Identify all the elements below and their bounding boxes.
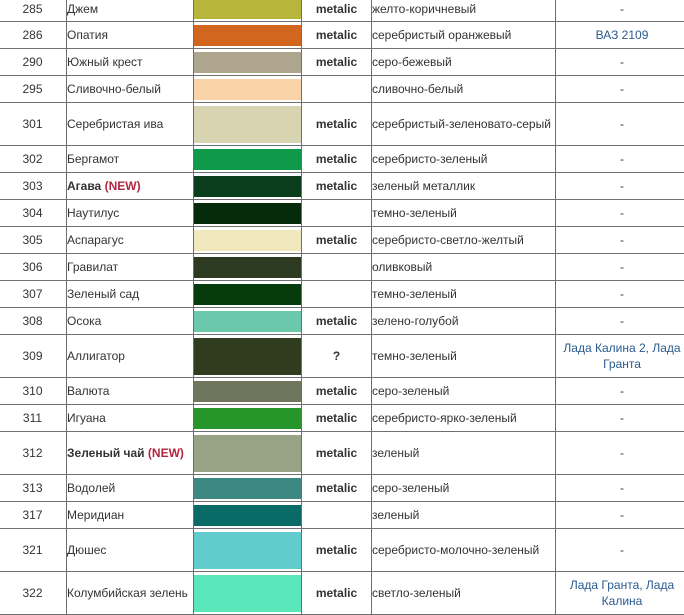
finish-type: ?	[302, 335, 372, 378]
swatch-cell	[194, 200, 302, 227]
finish-type: metalic	[302, 227, 372, 254]
table-row	[0, 432, 684, 475]
color-name-cell	[67, 572, 194, 615]
swatch-cell	[194, 405, 302, 432]
color-swatch	[194, 478, 301, 499]
color-name-cell	[67, 146, 194, 173]
color-name-cell	[67, 378, 194, 405]
color-swatch	[194, 230, 301, 251]
color-swatch	[194, 257, 301, 278]
color-code: 307	[0, 281, 67, 308]
color-name: Аллигатор	[67, 349, 125, 363]
color-name-cell	[67, 335, 194, 378]
color-code: 286	[0, 22, 67, 49]
color-code: 290	[0, 49, 67, 76]
swatch-cell	[194, 254, 302, 281]
color-name: Меридиан	[67, 508, 124, 522]
table-row	[0, 475, 684, 502]
color-code: 301	[0, 103, 67, 146]
table-row	[0, 22, 684, 49]
table-row	[0, 502, 684, 529]
color-name-cell	[67, 173, 194, 200]
color-name: Серебристая ива	[67, 117, 163, 131]
color-description: серебристый оранжевый	[372, 22, 556, 49]
color-name-cell	[67, 76, 194, 103]
color-code: 285	[0, 0, 67, 22]
finish-type: metalic	[302, 432, 372, 475]
color-swatch	[194, 505, 301, 526]
color-name: Аспарагус	[67, 233, 124, 247]
color-code: 313	[0, 475, 67, 502]
color-swatch	[194, 79, 301, 100]
table-row	[0, 529, 684, 572]
car-models: -	[556, 281, 684, 308]
table-row	[0, 572, 684, 615]
color-name-cell	[67, 281, 194, 308]
car-models: -	[556, 529, 684, 572]
color-description: серебристый-зеленовато-серый	[372, 103, 556, 146]
car-models: -	[556, 200, 684, 227]
color-name: Зеленый сад	[67, 287, 139, 301]
swatch-cell	[194, 308, 302, 335]
color-description: зеленый	[372, 432, 556, 475]
color-name-cell	[67, 308, 194, 335]
car-models[interactable]: Лада Калина 2, Лада Гранта	[556, 335, 684, 378]
swatch-cell	[194, 49, 302, 76]
finish-type: metalic	[302, 173, 372, 200]
color-name-cell	[67, 405, 194, 432]
color-swatch	[194, 176, 301, 197]
swatch-cell	[194, 146, 302, 173]
car-models[interactable]: Лада Гранта, Лада Калина	[556, 572, 684, 615]
table-row	[0, 308, 684, 335]
car-models: -	[556, 146, 684, 173]
swatch-cell	[194, 502, 302, 529]
table-row	[0, 0, 684, 22]
color-description: серо-бежевый	[372, 49, 556, 76]
color-swatch	[194, 0, 301, 19]
color-swatch	[194, 532, 301, 569]
finish-type	[302, 502, 372, 529]
color-swatch	[194, 203, 301, 224]
color-code: 308	[0, 308, 67, 335]
color-name: Бергамот	[67, 152, 119, 166]
finish-type: metalic	[302, 475, 372, 502]
car-models: -	[556, 227, 684, 254]
color-name-cell	[67, 49, 194, 76]
color-name: Игуана	[67, 411, 106, 425]
color-description: темно-зеленый	[372, 335, 556, 378]
color-code: 295	[0, 76, 67, 103]
color-name: Агава	[67, 179, 101, 193]
color-swatch	[194, 284, 301, 305]
color-description: желто-коричневый	[372, 0, 556, 22]
color-description: серо-зеленый	[372, 475, 556, 502]
color-code: 311	[0, 405, 67, 432]
color-description: темно-зеленый	[372, 200, 556, 227]
color-description: серебристо-ярко-зеленый	[372, 405, 556, 432]
table-row	[0, 281, 684, 308]
finish-type: metalic	[302, 405, 372, 432]
table-row	[0, 405, 684, 432]
color-code: 302	[0, 146, 67, 173]
swatch-cell	[194, 572, 302, 615]
color-name: Валюта	[67, 384, 109, 398]
color-swatch	[194, 25, 301, 46]
color-name: Водолей	[67, 481, 115, 495]
table-row	[0, 146, 684, 173]
color-name: Сливочно-белый	[67, 82, 161, 96]
new-badge: (NEW)	[148, 446, 184, 460]
car-models: -	[556, 103, 684, 146]
color-name-cell	[67, 475, 194, 502]
color-swatch	[194, 575, 301, 612]
swatch-cell	[194, 475, 302, 502]
finish-type: metalic	[302, 22, 372, 49]
color-description: темно-зеленый	[372, 281, 556, 308]
table-row	[0, 49, 684, 76]
color-description: зеленый металлик	[372, 173, 556, 200]
color-swatch	[194, 381, 301, 402]
car-models: -	[556, 475, 684, 502]
table-row	[0, 200, 684, 227]
car-models: -	[556, 405, 684, 432]
color-code: 317	[0, 502, 67, 529]
table-row	[0, 254, 684, 281]
car-models[interactable]: ВАЗ 2109	[556, 22, 684, 49]
color-description: серебристо-молочно-зеленый	[372, 529, 556, 572]
color-swatch	[194, 435, 301, 472]
color-code: 305	[0, 227, 67, 254]
car-models: -	[556, 49, 684, 76]
car-models: -	[556, 254, 684, 281]
color-swatch	[194, 338, 301, 375]
swatch-cell	[194, 227, 302, 254]
car-models: -	[556, 502, 684, 529]
swatch-cell	[194, 173, 302, 200]
color-swatch	[194, 408, 301, 429]
color-name-cell	[67, 227, 194, 254]
car-models: -	[556, 76, 684, 103]
color-name-cell	[67, 529, 194, 572]
color-code: 304	[0, 200, 67, 227]
swatch-cell	[194, 76, 302, 103]
finish-type	[302, 254, 372, 281]
finish-type: metalic	[302, 529, 372, 572]
swatch-cell	[194, 103, 302, 146]
color-description: зеленый	[372, 502, 556, 529]
color-code: 306	[0, 254, 67, 281]
color-swatch	[194, 106, 301, 143]
finish-type: metalic	[302, 308, 372, 335]
color-description: серо-зеленый	[372, 378, 556, 405]
color-swatch	[194, 52, 301, 73]
color-description: сливочно-белый	[372, 76, 556, 103]
color-description: зелено-голубой	[372, 308, 556, 335]
car-models: -	[556, 432, 684, 475]
color-name: Наутилус	[67, 206, 119, 220]
swatch-cell	[194, 529, 302, 572]
color-description: серебристо-светло-желтый	[372, 227, 556, 254]
color-description: серебристо-зеленый	[372, 146, 556, 173]
table-row	[0, 378, 684, 405]
color-name: Джем	[67, 2, 98, 16]
color-name: Зеленый чай	[67, 446, 145, 460]
color-name-cell	[67, 200, 194, 227]
car-models: -	[556, 378, 684, 405]
color-code: 310	[0, 378, 67, 405]
car-models: -	[556, 308, 684, 335]
color-swatch	[194, 149, 301, 170]
table-row	[0, 227, 684, 254]
color-code: 312	[0, 432, 67, 475]
finish-type: metalic	[302, 572, 372, 615]
color-code: 322	[0, 572, 67, 615]
table-row	[0, 76, 684, 103]
color-name-cell	[67, 22, 194, 49]
color-name-cell	[67, 103, 194, 146]
car-models: -	[556, 0, 684, 22]
color-name: Гравилат	[67, 260, 118, 274]
swatch-cell	[194, 432, 302, 475]
color-name: Южный крест	[67, 55, 143, 69]
color-description: оливковый	[372, 254, 556, 281]
color-code: 303	[0, 173, 67, 200]
swatch-cell	[194, 335, 302, 378]
finish-type	[302, 76, 372, 103]
color-name: Дюшес	[67, 543, 106, 557]
swatch-cell	[194, 378, 302, 405]
finish-type: metalic	[302, 0, 372, 22]
finish-type	[302, 200, 372, 227]
swatch-cell	[194, 0, 302, 22]
swatch-cell	[194, 281, 302, 308]
color-name-cell	[67, 0, 194, 22]
new-badge: (NEW)	[105, 179, 141, 193]
finish-type: metalic	[302, 49, 372, 76]
color-description: светло-зеленый	[372, 572, 556, 615]
color-name-cell	[67, 432, 194, 475]
car-models: -	[556, 173, 684, 200]
color-name: Колумбийская зелень	[67, 586, 188, 600]
color-name-cell	[67, 502, 194, 529]
color-name: Опатия	[67, 28, 108, 42]
swatch-cell	[194, 22, 302, 49]
color-name-cell	[67, 254, 194, 281]
table-row	[0, 173, 684, 200]
table-row	[0, 103, 684, 146]
color-code: 321	[0, 529, 67, 572]
finish-type: metalic	[302, 146, 372, 173]
color-swatch	[194, 311, 301, 332]
finish-type: metalic	[302, 103, 372, 146]
color-code: 309	[0, 335, 67, 378]
finish-type	[302, 281, 372, 308]
finish-type: metalic	[302, 378, 372, 405]
color-name: Осока	[67, 314, 101, 328]
table-row	[0, 335, 684, 378]
